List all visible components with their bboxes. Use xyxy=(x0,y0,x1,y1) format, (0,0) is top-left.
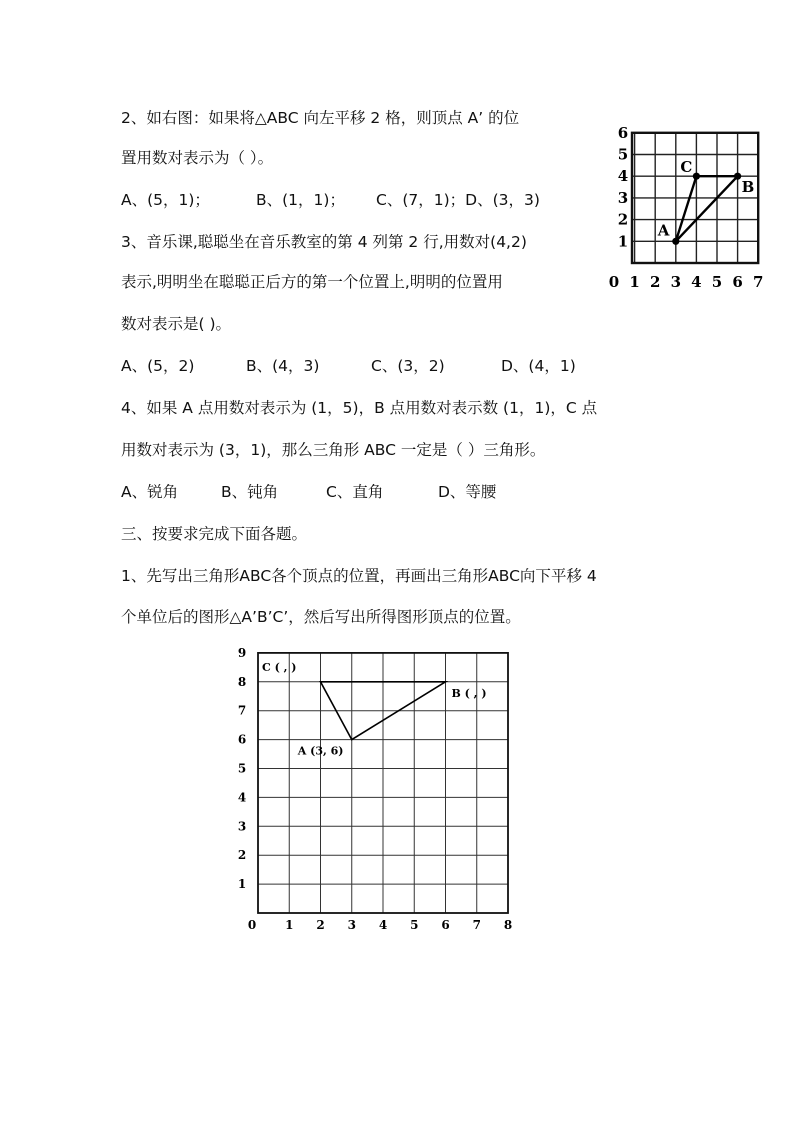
figure1-x-tick-label: 7 xyxy=(752,273,764,291)
q3-line2: 表示,明明坐在聪聪正后方的第一个位置上,明明的位置用 xyxy=(121,273,503,291)
figure2-y-tick-label: 3 xyxy=(237,819,247,834)
figure1-triangle xyxy=(657,158,754,245)
figure1-label-a: A xyxy=(657,221,670,240)
figure1-vertex-dot xyxy=(693,173,700,180)
q3-line1: 3、音乐课,聪聪坐在音乐教室的第 4 列第 2 行,用数对(4,2) xyxy=(121,233,527,251)
figure2-x-tick-label: 7 xyxy=(472,918,481,932)
figure1-vertex-dot xyxy=(672,238,679,245)
figure2-grid-border xyxy=(258,653,508,913)
q3-option-c: C、(3，2) xyxy=(371,357,445,375)
q2-options xyxy=(121,190,540,210)
figure1-grid-border xyxy=(632,133,758,263)
q3-option-b: B、(4，3) xyxy=(246,357,320,375)
figure2-x-tick-label: 0 xyxy=(247,918,257,932)
figure2-y-tick-label: 8 xyxy=(237,674,247,689)
q2-option-cd: C、(7，1)；D、(3，3) xyxy=(376,191,540,209)
figure2-triangle xyxy=(262,661,487,758)
figure1-vertex-dot xyxy=(734,173,741,180)
q4-line2: 用数对表示为 (3，1)，那么三角形 ABC 一定是（ ）三角形。 xyxy=(121,441,546,459)
q4-option-b: B、钝角 xyxy=(221,483,279,501)
figure2-y-tick-label: 7 xyxy=(237,703,247,718)
figure2-x-tick-label: 6 xyxy=(441,918,450,932)
q3-line3: 数对表示是( )。 xyxy=(121,315,232,333)
q2-option-b: B、(1，1)； xyxy=(256,191,345,209)
q4-option-a: A、锐角 xyxy=(121,483,179,501)
figure2-grid-lines xyxy=(258,653,508,913)
figure2-x-tick-label: 3 xyxy=(347,918,356,932)
figure1-y-tick-label: 6 xyxy=(617,123,629,142)
figure2-x-tick-label: 4 xyxy=(378,918,388,932)
q3-option-d: D、(4，1) xyxy=(501,357,576,375)
figure2-label-c: C ( , ) xyxy=(262,660,297,674)
figure1-tick-labels xyxy=(609,124,764,291)
figure1-x-tick-label: 3 xyxy=(670,273,682,291)
section3-heading: 三、按要求完成下面各题。 xyxy=(121,525,308,543)
q5-line2: 个单位后的图形△A’B’C’，然后写出所得图形顶点的位置。 xyxy=(121,608,521,626)
figure2-tick-labels xyxy=(238,646,512,932)
q3-options xyxy=(121,356,576,376)
q2-line1: 2、如右图：如果将△ABC 向左平移 2 格，则顶点 A’ 的位 xyxy=(121,109,520,127)
q2-option-a: A、(5，1)； xyxy=(121,191,210,209)
figure2-x-tick-label: 5 xyxy=(410,918,419,932)
figure1-x-tick-label: 0 xyxy=(608,273,620,291)
figure1-x-tick-label: 6 xyxy=(732,273,743,291)
q4-option-d: D、等腰 xyxy=(438,483,497,501)
figure1-grid-lines xyxy=(632,133,758,263)
figure1-x-tick-label: 2 xyxy=(649,273,661,291)
figure1-y-tick-label: 3 xyxy=(617,188,629,207)
figure2-label-a: A (3, 6) xyxy=(297,744,344,758)
q4-option-c: C、直角 xyxy=(326,483,384,501)
figure2-x-tick-label: 8 xyxy=(503,918,513,932)
figure1-y-tick-label: 2 xyxy=(617,210,629,229)
figure2-y-tick-label: 2 xyxy=(237,848,247,863)
q2-line2: 置用数对表示为（ ）。 xyxy=(121,149,274,167)
q4-options xyxy=(121,482,496,502)
figure1-label-c: C xyxy=(680,158,693,177)
figure1-x-tick-label: 1 xyxy=(629,273,640,291)
figure1-x-tick-label: 5 xyxy=(711,273,723,291)
figure2-y-tick-label: 5 xyxy=(237,761,247,776)
figure1-label-b: B xyxy=(741,178,755,197)
figure1-x-tick-label: 4 xyxy=(691,273,702,291)
figure2-x-tick-label: 2 xyxy=(316,918,325,932)
q4-line1: 4、如果 A 点用数对表示为 (1，5)，B 点用数对表示数 (1，1)，C 点 xyxy=(121,399,598,417)
q5-line1: 1、先写出三角形ABC各个顶点的位置，再画出三角形ABC向下平移 4 xyxy=(121,567,597,585)
figure1-y-tick-label: 4 xyxy=(617,167,629,186)
figure2-y-tick-label: 1 xyxy=(237,877,247,892)
figure2-label-b: B ( , ) xyxy=(451,686,487,700)
q3-option-a: A、(5，2) xyxy=(121,357,195,375)
figure1-triangle-abc xyxy=(676,176,738,241)
figure2-y-tick-label: 6 xyxy=(237,732,247,747)
figure2-y-tick-label: 9 xyxy=(237,645,247,660)
figure2-y-tick-label: 4 xyxy=(237,790,247,805)
figure1-y-tick-label: 1 xyxy=(617,232,629,251)
figure2-x-tick-label: 1 xyxy=(285,918,294,932)
figure2-triangle-abc xyxy=(321,682,446,740)
figure1-y-tick-label: 5 xyxy=(617,145,629,164)
